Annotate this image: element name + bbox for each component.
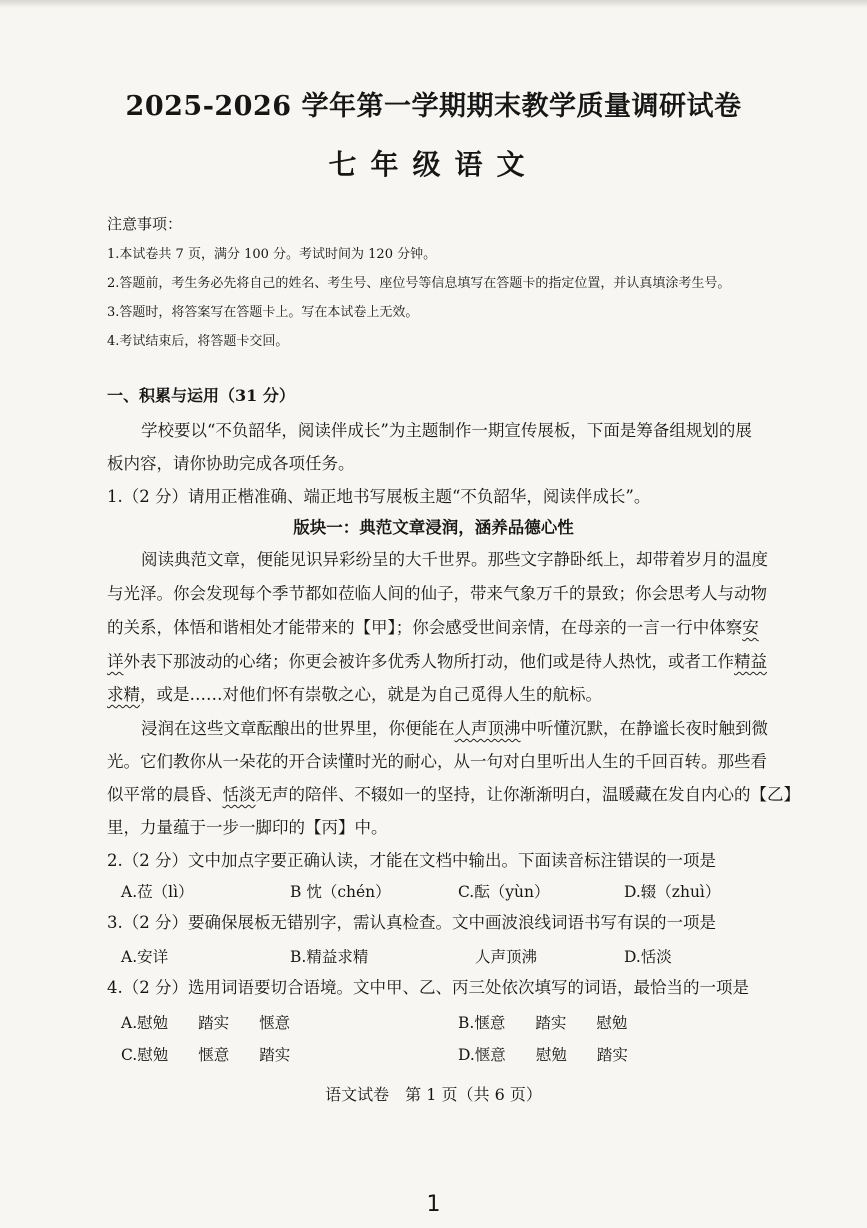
passage-line xyxy=(141,719,768,739)
section-heading: 一、积累与运用（31 分） xyxy=(107,386,295,405)
wavy-underlined-word: 求精 xyxy=(107,685,140,704)
question-2-stem: 2.（2 分）文中加点字要正确认读，才能在文档中输出。下面读音标注错误的一项是 xyxy=(107,851,716,870)
passage-text: 似平常的晨昏、 xyxy=(107,785,223,804)
wavy-underlined-word: 恬淡 xyxy=(222,785,256,804)
option-word: A.慰勉 xyxy=(121,1014,169,1032)
passage-text: 浸润在这些文章酝酿出的世界里，你便能在 xyxy=(141,719,455,738)
question-3-option: 人声顶沸 xyxy=(475,948,538,966)
question-4-option xyxy=(121,1043,290,1065)
question-2-option: A.莅（lì） xyxy=(121,883,194,901)
question-4-option xyxy=(458,1011,627,1033)
intro-text: 学校要以“不负韶华，阅读伴成长”为主题制作一期宣传展板，下面是筹备组规划的展 xyxy=(141,421,752,440)
option-word: 惬意 xyxy=(198,1046,230,1064)
question-3-stem: 3.（2 分）要确保展板无错别字，需认真检查。文中画波浪线词语书写有误的一项是 xyxy=(107,913,716,932)
option-word: 踏实 xyxy=(535,1014,567,1032)
passage-line xyxy=(107,685,602,705)
notes-heading: 注意事项： xyxy=(107,215,183,233)
question-1: 1.（2 分）请用正楷准确、端正地书写展板主题“不负韶华，阅读伴成长”。 xyxy=(107,487,651,506)
option-word: 慰勉 xyxy=(596,1014,628,1032)
question-4-stem: 4.（2 分）选用词语要切合语境。文中甲、乙、丙三处依次填写的词语，最恰当的一项是 xyxy=(107,978,749,997)
passage-line xyxy=(107,652,767,672)
option-word: 踏实 xyxy=(259,1046,291,1064)
option-word: 惬意 xyxy=(259,1014,291,1032)
option-word: 踏实 xyxy=(596,1046,628,1064)
question-3-option: B.精益求精 xyxy=(290,948,369,966)
wavy-underlined-word: 详 xyxy=(107,652,124,671)
page-number: 1 xyxy=(426,1192,441,1217)
question-2-option: B 忱（chén） xyxy=(290,883,391,901)
passage-text: 中听懂沉默，在静谧长夜时触到微 xyxy=(520,719,768,738)
question-2-option: D.辍（zhuì） xyxy=(624,883,721,901)
passage-text: 无声的陪伴、不辍如一的坚持，让你渐渐明白，温暖藏在发自内心的【乙】 xyxy=(255,785,800,804)
option-word: 踏实 xyxy=(198,1014,230,1032)
passage-text: 的关系，体悟和谐相处才能带来的【甲】；你会感受世间亲情，在母亲的一言一行中体察 xyxy=(107,618,743,637)
note-item: 4.考试结束后，将答题卡交回。 xyxy=(107,334,289,349)
note-item: 1.本试卷共 7 页，满分 100 分。考试时间为 120 分钟。 xyxy=(107,247,437,262)
exam-title: 2025-2026 学年第一学期期末教学质量调研试卷 xyxy=(125,91,742,122)
passage-line: 阅读典范文章，便能见识异彩纷呈的大千世界。那些文字静卧纸上，却带着岁月的温度 xyxy=(141,550,768,569)
passage-line xyxy=(107,785,800,805)
note-item: 3.答题时，将答案写在答题卡上。写在本试卷上无效。 xyxy=(107,305,419,320)
question-2-option: C.酝（yùn） xyxy=(458,883,550,901)
question-3-option: D.恬淡 xyxy=(624,948,672,966)
note-item: 2.答题前，考生务必先将自己的姓名、考生号、座位号等信息填写在答题卡的指定位置，并认真填涂考生号。 xyxy=(107,276,731,291)
wavy-underlined-word: 安 xyxy=(742,618,759,637)
scan-edge xyxy=(0,0,867,8)
page-footer: 语文试卷 第 1 页（共 6 页） xyxy=(325,1085,542,1104)
question-3-option: A.安详 xyxy=(121,948,169,966)
passage-text: ，或是……对他们怀有崇敬之心，就是为自己觅得人生的航标。 xyxy=(140,685,602,704)
passage-line: 光。它们教你从一朵花的开合读懂时光的耐心，从一句对白里听出人生的千回百转。那些看 xyxy=(107,752,767,771)
intro-text: 板内容，请你协助完成各项任务。 xyxy=(107,454,355,473)
question-4-option xyxy=(458,1043,628,1065)
passage-line: 里，力量蕴于一步一脚印的【丙】中。 xyxy=(107,818,388,837)
passage-text: 外表下那波动的心绪；你更会被许多优秀人物所打动，他们或是待人热忱，或者工作 xyxy=(123,652,734,671)
wavy-underlined-word: 精益 xyxy=(734,652,767,671)
option-word: 慰勉 xyxy=(535,1046,567,1064)
question-4-option xyxy=(121,1011,290,1033)
wavy-underlined-word: 人声顶沸 xyxy=(454,719,521,738)
exam-subject: 七年级语文 xyxy=(328,148,539,181)
passage-line: 与光泽。你会发现每个季节都如莅临人间的仙子，带来气象万千的景致；你会思考人与动物 xyxy=(107,584,767,603)
option-word: B.惬意 xyxy=(458,1014,506,1032)
passage-line xyxy=(107,618,759,638)
option-word: D.惬意 xyxy=(458,1046,506,1064)
block-title: 版块一：典范文章浸润，涵养品德心性 xyxy=(293,518,574,537)
option-word: C.慰勉 xyxy=(121,1046,169,1064)
